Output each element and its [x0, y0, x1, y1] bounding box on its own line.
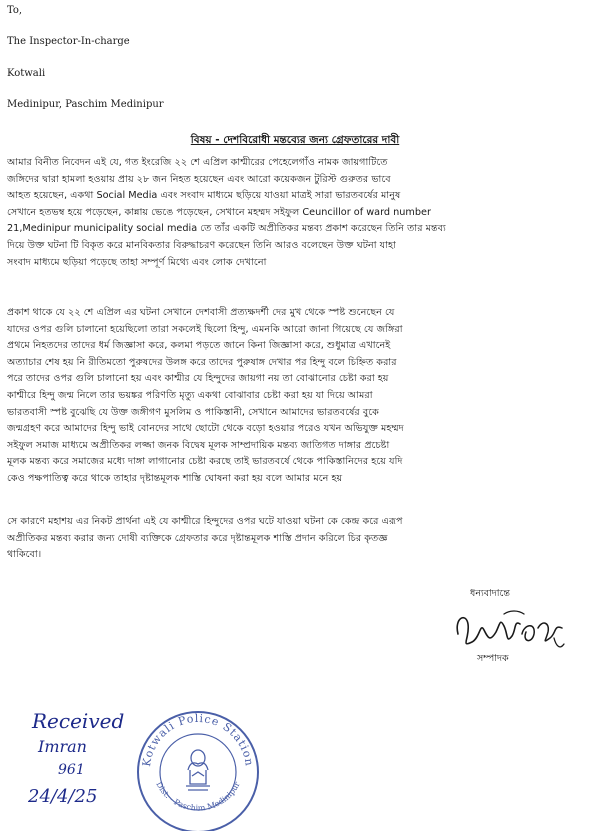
paragraph-line: আহত হয়েছেন, একথা Social Media এবং সংবাদ মাধ্যমে ছড়িয়ে যাওয়া মাত্রই সারা ভারতবর্ষের মানুষ: [7, 190, 401, 202]
paragraph-line: প্রকাশ থাকে যে ২২ শে এপ্রিল এর ঘটনা সেখানে দেশবাসী প্রত্যক্ষদর্শী দের মুখ থেকে স্পষ্ট শুনেছেন যে: [7, 307, 395, 318]
svg-text:Dist. - Paschim Medinipur: [154, 780, 242, 813]
paragraph-1: [7, 155, 583, 271]
paragraph-line: 21,Medinipur municipality social media তে তাঁর একটি অপ্রীতিকর মন্তব্য প্রকাশ করেছেন তিনি তার মন্তব্য: [7, 223, 446, 235]
closing-salutation: ধন্যবাদান্তে: [470, 588, 510, 599]
police-station-stamp: [130, 700, 265, 831]
received-date: 24/4/25: [28, 786, 98, 807]
paragraph-line: অত্যাচার শেষ হয় নি রীতিমতো পুরুষদের উলঙ্গ করে তাদের পুরুষাঙ্গ দেখার পর হিন্দু বলে চিহ্নিত করার: [7, 356, 397, 368]
paragraph-line: কাশ্মীরে হিন্দু জন্ম নিলে তার ভয়ঙ্কর পরিণতি মৃত্যু একথা বোঝাবার চেষ্টা করা হয় যা দিয়ে আমরা: [7, 389, 373, 401]
paragraph-line: ভারতবাসী স্পষ্ট বুঝেছি যে উক্ত জঙ্গীগণ মুসলিম ও পাকিস্তানী, সেখানে আমাদের ভারতবর্ষের বুকে: [7, 406, 379, 418]
paragraph-line: মূলক মন্তব্য করে সমাজের মধ্যে দাঙ্গা লাগানোর চেষ্টা করছে তাই ভারতবর্ষে থেকে পাকিস্তানিদের হয়ে যদি: [7, 456, 403, 468]
paragraph-line: সে কারণে মহাশয় এর নিকট প্রার্থনা এই যে কাশ্মীরে হিন্দুদের ওপর ঘটে যাওয়া ঘটনা কে কেন্দ্র করে এরূপ: [7, 516, 403, 527]
paragraph-line: সইফুল সমাজ মাধ্যমে অপ্রীতিকর লজ্জা জনক বিদ্বেষ মূলক সাম্প্রদায়িক মন্তব্য জাতিগত দাঙ্গার প্রচেষ্টা: [7, 439, 390, 451]
paragraph-line: প্রথমে নিহতদের তাদের ধর্ম জিজ্ঞাসা করে, কলমা পড়তে জানে কিনা জিজ্ঞাসা করে, শুধুমাত্র এখানেই: [7, 340, 391, 352]
address-recipient: The Inspector-In-charge: [7, 36, 130, 47]
paragraph-line: সেখানে হতভম্ব হয়ে পড়েছেন, কান্নায় ভেঙে পড়েছেন, সেখানে মহম্মদ সইফুল Ceuncillor of ward number: [7, 206, 431, 218]
address-to: To,: [7, 5, 23, 16]
stamp-top-text: Kotwali Police Station: [140, 711, 256, 768]
designation-label: সম্পাদক: [477, 653, 509, 664]
paragraph-line: যাদের ওপর গুলি চালানো হয়েছিলো তারা সকলেই ছিলো হিন্দু, এমনকি আরো জানা গিয়েছে যে জঙ্গিরা: [7, 323, 403, 335]
received-note: [18, 700, 138, 810]
paragraph-line: আমার বিনীত নিবেদন এই যে, গত ইংরেজি ২২ শে এপ্রিল কাশ্মীরের পেহেলেগাঁও নামক জায়গাটিতে: [7, 157, 388, 168]
address-office: Kotwali: [7, 68, 46, 79]
paragraph-line: সংবাদ মাধ্যমে ছড়িয়া পড়েছে তাহা সম্পূর্ণ মিথ্যে এবং লোক দেখানো: [7, 256, 267, 268]
paragraph-line: জঙ্গিদের দ্বারা হামলা হওয়ায় প্রায় ২৮ জন নিহত হয়েছেন এবং আরো কয়েকজন টুরিস্ট গুরুতর ভাবে: [7, 173, 391, 185]
svg-text:Kotwali Police Station: [140, 712, 256, 768]
signature: [450, 604, 570, 654]
paragraph-line: জন্মগ্রহণ করে আমাদের হিন্দু ভাই বোনদের সাথে ছোটো থেকে বড়ো হওয়ার পরেও যখন অভিযুক্ত মহম্মদ: [7, 423, 404, 435]
subject-line: বিষয় - দেশবিরোধী মন্তব্যের জন্য গ্রেফতারের দাবী: [190, 134, 400, 146]
paragraph-2: [7, 305, 583, 488]
paragraph-line: থাকিবো।: [7, 549, 42, 561]
address-location: Medinipur, Paschim Medinipur: [7, 99, 164, 110]
paragraph-line: কেও পক্ষপাতিত্ব করে থাকে তাহার দৃষ্টান্তমূলক শাস্তি ঘোষনা করা হয় বলে আমার মনে হয়: [7, 472, 343, 484]
received-officer-name: Imran: [38, 737, 87, 756]
paragraph-line: অপ্রীতিকর মন্তব্য করার জন্য দোষী ব্যক্তিকে গ্রেফতার করে দৃষ্টান্তমূলক শাস্তি প্রদান করিলে চির কৃতজ্ঞ: [7, 532, 388, 544]
paragraph-3: [7, 514, 583, 564]
emblem-icon: [186, 750, 210, 790]
received-number: 961: [58, 762, 85, 778]
received-word: Received: [32, 709, 125, 733]
paragraph-line: দিয়ে উক্ত ঘটনা টি বিকৃত করে মানবিকতার বিরুদ্ধাচরণ করেছেন তিনি আরও বলেছেন উক্ত ঘটনা যাহা: [7, 239, 396, 251]
paragraph-line: পরে তাদের ওপর গুলি চালানো হয় এবং কাশ্মীর যে হিন্দুদের জায়গা নয় তা বোঝানোর চেষ্টা করা হয়: [7, 373, 389, 385]
stamp-bottom-text: Dist. - Paschim Medinipur: [154, 780, 242, 813]
